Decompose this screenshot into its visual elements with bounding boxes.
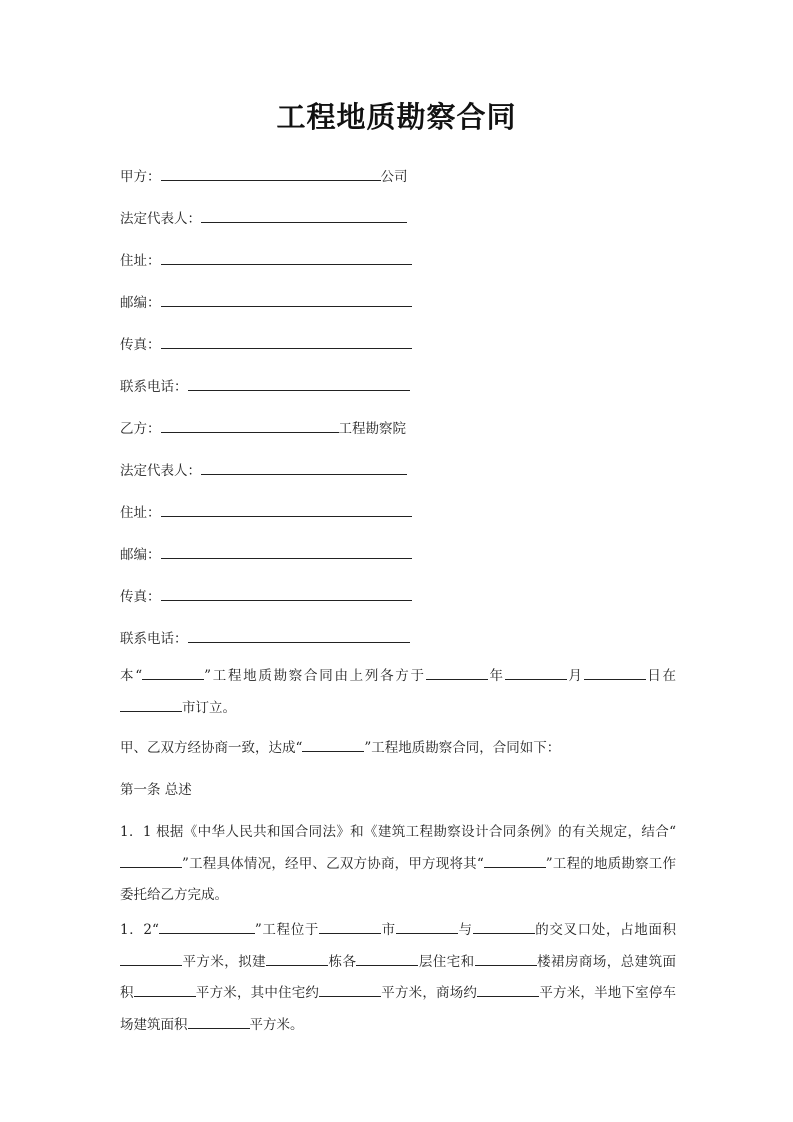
text: 楼裙房商场，总建筑面积 <box>120 953 677 1001</box>
party-b-suffix: 工程勘察院 <box>338 421 406 437</box>
text: 平方米，半地下室停车场建筑面积 <box>120 985 677 1033</box>
text: 本“ <box>120 668 143 684</box>
party-a-legal-rep-field <box>120 208 407 229</box>
floor-count-blank[interactable] <box>356 951 418 966</box>
text: 市订立。 <box>182 699 236 716</box>
city-blank[interactable] <box>120 697 182 712</box>
party-b-legal-rep-blank[interactable] <box>201 460 407 475</box>
party-b-legal-rep-label: 法定代表人： <box>120 463 201 479</box>
city-blank[interactable] <box>319 919 381 934</box>
party-b-address-blank[interactable] <box>161 502 412 517</box>
party-b-phone-label: 联系电话： <box>120 631 188 647</box>
party-b-postcode-label: 邮编： <box>120 547 161 563</box>
month-blank[interactable] <box>505 665 567 680</box>
text: ”工程地质勘察合同由上列各方于 <box>204 668 426 684</box>
text: 平方米，拟建 <box>182 953 267 970</box>
party-a-label: 甲方： <box>120 169 161 185</box>
text: 平方米，其中住宅约 <box>195 985 320 1001</box>
party-a-address-field <box>120 250 412 271</box>
party-a-address-label: 住址： <box>120 253 161 269</box>
clause-1-1 <box>120 817 676 912</box>
text: 层住宅和 <box>418 953 475 970</box>
party-b-name-blank[interactable] <box>161 418 339 433</box>
text: ”工程地质勘察合同，合同如下： <box>364 740 561 756</box>
party-a-name-field <box>120 166 408 187</box>
text: 栋各 <box>328 953 357 970</box>
party-b-phone-field <box>120 628 410 649</box>
text: ”工程位于 <box>254 922 319 938</box>
text: 甲、乙双方经协商一致，达成“ <box>120 740 303 756</box>
party-a-name-blank[interactable] <box>161 166 381 181</box>
party-a-fax-blank[interactable] <box>161 334 412 349</box>
day-blank[interactable] <box>584 665 646 680</box>
party-b-postcode-blank[interactable] <box>161 544 412 559</box>
party-b-legal-rep-field <box>120 460 407 481</box>
party-a-address-blank[interactable] <box>161 250 412 265</box>
podium-floors-blank[interactable] <box>475 951 537 966</box>
party-b-fax-blank[interactable] <box>161 586 412 601</box>
party-b-address-field <box>120 502 412 523</box>
party-a-postcode-field <box>120 292 412 313</box>
party-a-phone-label: 联系电话： <box>120 379 188 395</box>
project-name-blank[interactable] <box>484 853 546 868</box>
text: ”工程具体情况，经甲、乙双方协商，甲方现将其“ <box>182 855 484 872</box>
text: 日在 <box>645 668 677 684</box>
party-b-fax-label: 传真： <box>120 589 161 605</box>
road-2-blank[interactable] <box>473 919 535 934</box>
party-b-phone-blank[interactable] <box>188 628 410 643</box>
site-area-blank[interactable] <box>120 951 182 966</box>
parking-area-blank[interactable] <box>188 1014 250 1029</box>
residential-area-blank[interactable] <box>319 982 381 997</box>
text: 平方米，商场约 <box>381 985 478 1001</box>
road-1-blank[interactable] <box>396 919 458 934</box>
text: 1．2“ <box>120 922 159 938</box>
text: 年 <box>487 668 505 684</box>
project-name-blank[interactable] <box>302 737 364 752</box>
mall-area-blank[interactable] <box>477 982 539 997</box>
party-b-address-label: 住址： <box>120 505 161 521</box>
party-b-fax-field <box>120 586 412 607</box>
party-a-legal-rep-label: 法定代表人： <box>120 211 201 227</box>
text: 1．1 根据《中华人民共和国合同法》和《建筑工程勘察设计合同条例》的有关规定，结合“ <box>120 824 676 840</box>
party-a-fax-field <box>120 334 412 355</box>
section-1-heading: 第一条 总述 <box>120 782 192 798</box>
project-name-blank[interactable] <box>159 919 255 934</box>
party-b-name-field <box>120 418 406 439</box>
party-a-legal-rep-blank[interactable] <box>201 208 407 223</box>
total-area-blank[interactable] <box>134 982 196 997</box>
party-a-suffix: 公司 <box>380 169 408 185</box>
year-blank[interactable] <box>426 665 488 680</box>
intro-paragraph-2 <box>120 733 676 765</box>
party-a-fax-label: 传真： <box>120 337 161 353</box>
text: 月 <box>566 668 584 684</box>
party-a-postcode-blank[interactable] <box>161 292 412 307</box>
party-a-phone-field <box>120 376 410 397</box>
document-title: 工程地质勘察合同 <box>276 100 517 134</box>
building-count-blank[interactable] <box>266 951 328 966</box>
text: 与 <box>457 922 473 938</box>
project-name-blank[interactable] <box>142 665 204 680</box>
party-b-postcode-field <box>120 544 412 565</box>
text: ”工程的地质勘察工作委托给乙方完成。 <box>120 855 676 903</box>
text: 平方米。 <box>249 1016 304 1033</box>
party-b-label: 乙方： <box>120 421 161 437</box>
intro-paragraph-1 <box>120 661 676 724</box>
project-name-blank[interactable] <box>120 853 182 868</box>
text: 市 <box>381 922 396 938</box>
party-a-postcode-label: 邮编： <box>120 295 161 311</box>
party-a-phone-blank[interactable] <box>188 376 410 391</box>
text: 的交叉口处，占地面积 <box>534 922 677 938</box>
clause-1-2 <box>120 915 676 1041</box>
